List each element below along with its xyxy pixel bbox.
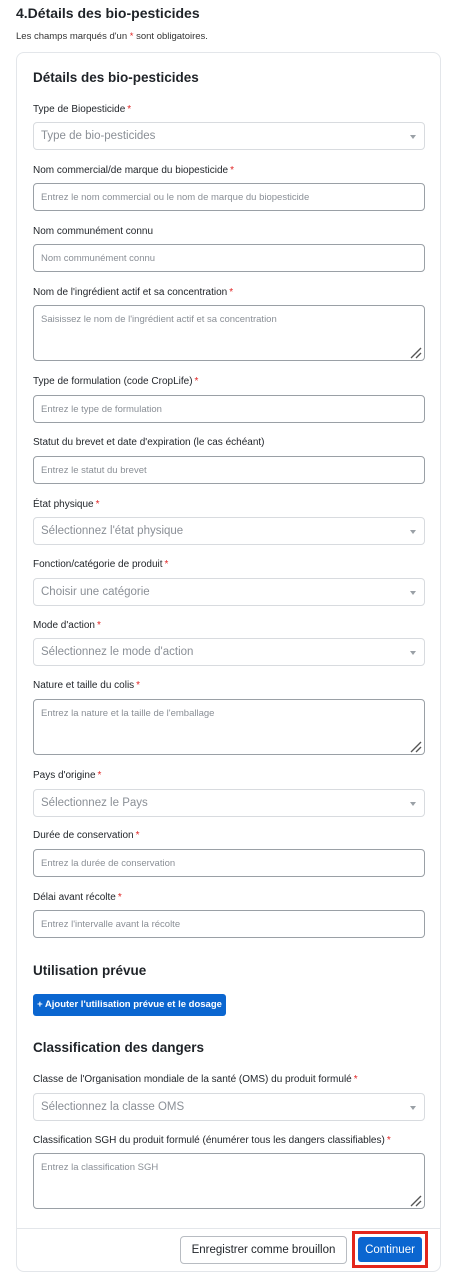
label-packaging: Nature et taille du colis * bbox=[33, 680, 141, 691]
footer-divider bbox=[17, 1228, 440, 1229]
who-class-placeholder: Sélectionnez la classe OMS bbox=[41, 1101, 185, 1113]
add-intended-use-button[interactable]: + Ajouter l'utilisation prévue et le dosage bbox=[33, 994, 226, 1016]
function-category-select[interactable] bbox=[33, 578, 425, 606]
caret-down-icon bbox=[410, 591, 416, 595]
pre-harvest-input[interactable] bbox=[33, 910, 425, 938]
label-who-class: Classe de l'Organisation mondiale de la santé (OMS) du produit formulé * bbox=[33, 1074, 358, 1085]
resize-grip-icon[interactable] bbox=[408, 739, 422, 753]
common-name-input[interactable] bbox=[33, 244, 425, 272]
required-star: * bbox=[129, 31, 134, 42]
shelf-life-input[interactable] bbox=[33, 849, 425, 877]
label-ghs-classification: Classification SGH du produit formulé (énumérer tous les dangers classifiables) * bbox=[33, 1135, 391, 1146]
caret-down-icon bbox=[410, 135, 416, 139]
who-class-select[interactable] bbox=[33, 1093, 425, 1121]
biopesticide-type-placeholder: Type de bio-pesticides bbox=[41, 130, 156, 142]
mode-of-action-select[interactable] bbox=[33, 638, 425, 666]
country-origin-placeholder: Sélectionnez le Pays bbox=[41, 797, 148, 809]
continue-button[interactable]: Continuer bbox=[358, 1237, 422, 1262]
active-ingredient-textarea[interactable] bbox=[33, 305, 425, 361]
section-title-details: Détails des bio-pesticides bbox=[33, 70, 199, 85]
label-shelf-life: Durée de conservation * bbox=[33, 830, 140, 841]
continue-highlight bbox=[352, 1231, 428, 1268]
label-mode-of-action: Mode d'action * bbox=[33, 620, 101, 631]
country-origin-select[interactable] bbox=[33, 789, 425, 817]
packaging-textarea[interactable] bbox=[33, 699, 425, 755]
label-country-origin: Pays d'origine * bbox=[33, 770, 102, 781]
trade-name-input[interactable] bbox=[33, 183, 425, 211]
section-title-hazards: Classification des dangers bbox=[33, 1040, 205, 1055]
resize-grip-icon[interactable] bbox=[408, 345, 422, 359]
caret-down-icon bbox=[410, 530, 416, 534]
form-card bbox=[16, 52, 441, 1272]
caret-down-icon bbox=[410, 651, 416, 655]
caret-down-icon bbox=[410, 1106, 416, 1110]
label-biopesticide-type: Type de Biopesticide * bbox=[33, 104, 132, 115]
label-patent-status: Statut du brevet et date d'expiration (le cas échéant) bbox=[33, 437, 265, 448]
biopesticide-type-select[interactable] bbox=[33, 122, 425, 150]
ghs-classification-textarea[interactable] bbox=[33, 1153, 425, 1209]
label-active-ingredient: Nom de l'ingrédient actif et sa concentration * bbox=[33, 287, 234, 298]
save-draft-button[interactable]: Enregistrer comme brouillon bbox=[180, 1236, 347, 1264]
mode-of-action-placeholder: Sélectionnez le mode d'action bbox=[41, 646, 194, 658]
patent-status-input[interactable] bbox=[33, 456, 425, 484]
label-common-name: Nom communément connu bbox=[33, 226, 154, 237]
formulation-input[interactable] bbox=[33, 395, 425, 423]
resize-grip-icon[interactable] bbox=[408, 1193, 422, 1207]
label-trade-name: Nom commercial/de marque du biopesticide * bbox=[33, 165, 234, 176]
label-function-category: Fonction/catégorie de produit * bbox=[33, 559, 169, 570]
physical-state-placeholder: Sélectionnez l'état physique bbox=[41, 525, 184, 537]
section-title-intended-use: Utilisation prévue bbox=[33, 963, 147, 978]
caret-down-icon bbox=[410, 802, 416, 806]
label-formulation: Type de formulation (code CropLife) * bbox=[33, 376, 199, 387]
label-pre-harvest: Délai avant récolte * bbox=[33, 892, 122, 903]
label-physical-state: État physique * bbox=[33, 499, 100, 510]
required-fields-note: Les champs marqués d'un * sont obligatoires. bbox=[16, 31, 208, 42]
physical-state-select[interactable] bbox=[33, 517, 425, 545]
function-category-placeholder: Choisir une catégorie bbox=[41, 586, 150, 598]
page-heading: 4.Détails des bio-pesticides bbox=[16, 5, 200, 21]
